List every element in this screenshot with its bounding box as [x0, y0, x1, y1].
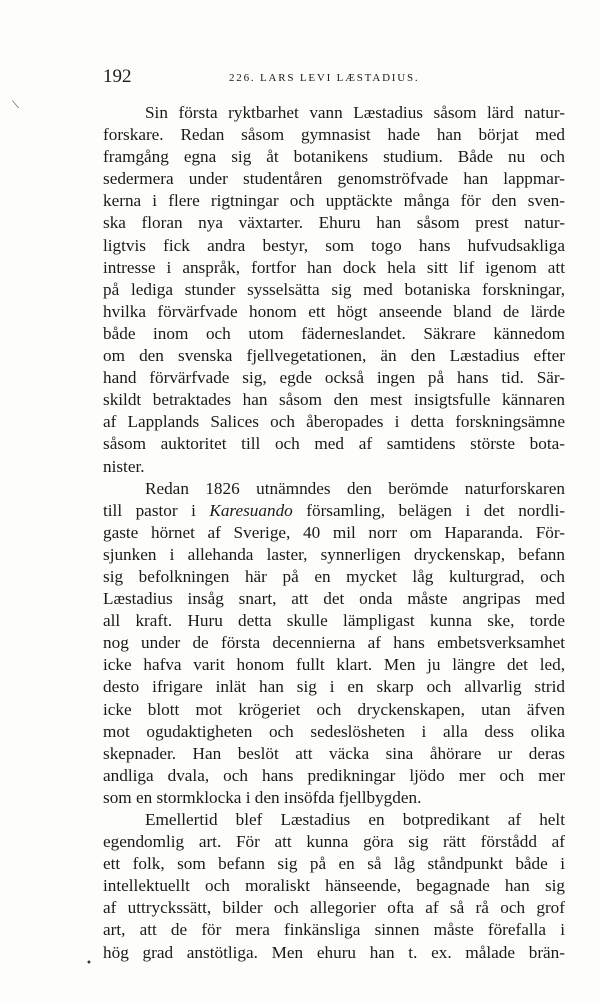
- running-head: 226. LARS LEVI LÆSTADIUS.: [229, 72, 420, 84]
- text-line: skildt betraktades han såsom den mest insigtsfulle kännaren: [103, 390, 565, 410]
- text-line: egendomlig art. För att kunna göra sig rätt förstådd af: [103, 832, 565, 852]
- text-line: hand förvärfvade sig, egde också ingen på hans tid. Sär-: [103, 368, 565, 388]
- text-line: kerna i flere rigtningar och upptäckte många för den sven-: [103, 191, 565, 211]
- text-line: skepnader. Han beslöt att väcka sina åhörare ur deras: [103, 743, 565, 763]
- text-line: gaste hörnet af Sverige, 40 mil norr om Haparanda. För-: [103, 522, 565, 542]
- scan-speck: •: [86, 958, 92, 969]
- text-line: Læstadius insåg snart, att det onda måste angripas med: [103, 589, 565, 609]
- text-line: ett folk, som befann sig på en så låg ståndpunkt både i: [103, 854, 565, 874]
- text-line: sig befolkningen här på en mycket låg kulturgrad, och: [103, 566, 565, 586]
- text-line: intresse i anspråk, fortfor han dock hela sitt lif igenom att: [103, 257, 565, 277]
- text-line: all kraft. Huru detta skulle lämpligast kunna ske, torde: [103, 611, 565, 631]
- text-line-with-italic: [103, 500, 565, 522]
- text-fragment: församling, belägen i det nordli-: [292, 500, 565, 520]
- text-line: nister.: [103, 456, 145, 476]
- text-line: ska floran nya växtarter. Ehuru han såsom prest natur-: [103, 213, 565, 233]
- text-line: icke blott mot krögeriet och dryckenskapen, utan äfven: [103, 699, 565, 719]
- text-line: framgång egna sig åt botanikens studium. Både nu och: [103, 147, 565, 167]
- text-line: på lediga stunder sysselsätta sig med botaniska forskningar,: [103, 279, 565, 299]
- text-line: Redan 1826 utnämndes den berömde naturforskaren: [145, 478, 565, 498]
- page-header: [103, 66, 568, 90]
- text-line: forskare. Redan såsom gymnasist hade han börjat med: [103, 125, 565, 145]
- text-line: mot ogudaktigheten och sedeslösheten i alla dess olika: [103, 721, 565, 741]
- text-line: nog under de första decennierna af hans embetsverksamhet: [103, 633, 565, 653]
- text-line: sedermera under studentåren genomströfvade han lappmar-: [103, 169, 565, 189]
- italic-place-name: Karesuando: [209, 500, 293, 520]
- text-line: hvilka förvärfvade honom ett högt anseende bland de lärde: [103, 301, 565, 321]
- text-line: ligtvis fick andra bestyr, som togo hans hufvudsakliga: [103, 235, 565, 255]
- text-line: om den svenska fjellvegetationen, än den Læstadius efter: [103, 346, 565, 366]
- text-line: såsom auktoritet till och med af samtidens störste bota-: [103, 434, 565, 454]
- text-line: Emellertid blef Læstadius en botpredikant af helt: [145, 810, 565, 829]
- text-fragment: till pastor i: [103, 500, 210, 520]
- text-line: intellektuellt och moraliskt hänseende, begagnade han sig: [103, 876, 565, 896]
- text-line: andliga dvala, och hans predikningar ljödo mer och mer: [103, 765, 565, 785]
- body-text: [103, 102, 565, 964]
- text-line: hög grad anstötliga. Men ehuru han t. ex. målade brän-: [103, 942, 565, 962]
- text-line: art, att de för mera finkänsliga sinnen måste förefalla i: [103, 920, 565, 940]
- text-line: icke hafva varit honom fullt klart. Men ju längre det led,: [103, 655, 565, 675]
- text-line: Sin första ryktbarhet vann Læstadius såsom lärd natur-: [145, 103, 565, 122]
- text-line: både inom och utom fäderneslandet. Säkrare kännedom: [103, 323, 565, 343]
- page-number: 192: [103, 66, 132, 87]
- text-line: sjunken i allehanda laster, synnerligen dryckenskap, befann: [103, 544, 565, 564]
- text-line: desto ifrigare inlät han sig i en skarp och allvarlig strid: [103, 677, 565, 697]
- text-line: af Lapplands Salices och åberopades i detta forskningsämne: [103, 412, 565, 432]
- text-line: som en stormklocka i den insöfda fjellbygden.: [103, 787, 422, 807]
- scan-speck: ⟍: [12, 100, 19, 111]
- text-line: af uttryckssätt, bilder och allegorier ofta af så rå och grof: [103, 898, 565, 918]
